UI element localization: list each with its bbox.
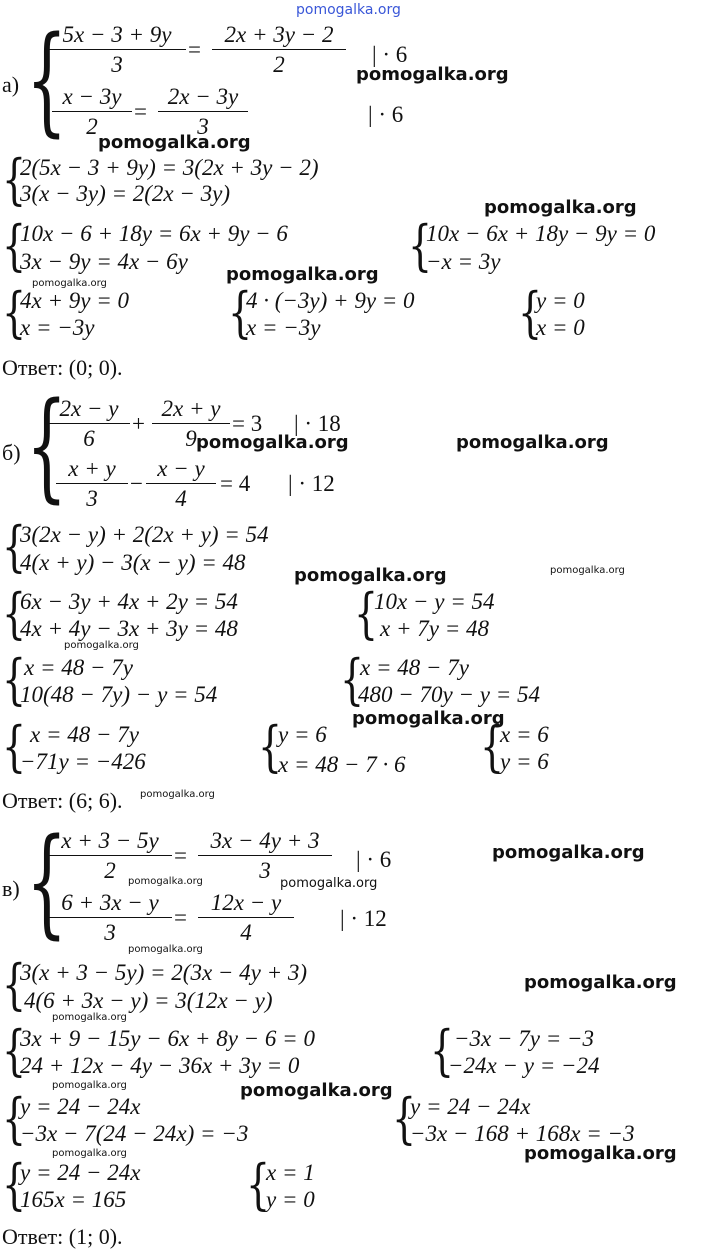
- fraction: 2x + 3y − 2 2: [212, 22, 346, 78]
- system-brace: {: [2, 1087, 27, 1150]
- fraction: 5x − 3 + 9y 3: [48, 22, 186, 78]
- system-brace: {: [258, 715, 283, 778]
- equation-line: y = 24 − 24x: [20, 1094, 141, 1119]
- watermark: pomogalka.org: [294, 565, 447, 586]
- equation-line: −3x − 7(24 − 24x) = −3: [20, 1121, 249, 1146]
- equation-line: y = 6: [278, 722, 327, 747]
- watermark: pomogalka.org: [456, 432, 609, 453]
- part-c-label: в): [2, 876, 20, 901]
- system-brace: {: [2, 953, 27, 1016]
- equation-line: x = −3y: [246, 315, 321, 340]
- fraction: x − y 4: [146, 456, 216, 512]
- system-brace: {: [2, 214, 27, 277]
- equation-line: 4 · (−3y) + 9y = 0: [246, 288, 415, 313]
- equation-line: 165x = 165: [20, 1187, 127, 1212]
- equation-rhs: = 3: [232, 411, 263, 436]
- operator: +: [132, 411, 145, 436]
- system-brace: {: [392, 1087, 417, 1150]
- watermark-top: pomogalka.org: [296, 2, 401, 18]
- equation-line: 4x + 4y − 3x + 3y = 48: [20, 616, 238, 641]
- multiplier: | · 18: [294, 411, 341, 436]
- system-brace: {: [408, 214, 433, 277]
- equation-line: 3(2x − y) + 2(2x + y) = 54: [20, 522, 269, 547]
- equation-line: 3(x − 3y) = 2(2x − 3y): [20, 181, 231, 206]
- equation-line: y = 24 − 24x: [20, 1160, 141, 1185]
- fraction: 2x − 3y 3: [158, 84, 248, 140]
- multiplier: | · 12: [340, 906, 387, 931]
- watermark: pomogalka.org: [550, 565, 625, 576]
- equation-line: 10x − 6x + 18y − 9y = 0: [426, 221, 656, 246]
- fraction: x − 3y 2: [52, 84, 132, 140]
- equals-sign: =: [174, 905, 187, 930]
- operator: −: [130, 471, 143, 496]
- fraction: x + 3 − 5y 2: [48, 828, 172, 884]
- equation-line: x = 48 − 7y: [360, 655, 469, 680]
- equation-line: 24 + 12x − 4y − 36x + 3y = 0: [20, 1053, 300, 1078]
- fraction: 12x − y 4: [198, 890, 294, 946]
- equation-line: 3x + 9 − 15y − 6x + 8y − 6 = 0: [20, 1026, 315, 1051]
- part-b-label: б): [2, 440, 21, 465]
- watermark: pomogalka.org: [140, 789, 215, 800]
- system-brace: {: [26, 812, 68, 950]
- watermark: pomogalka.org: [98, 132, 251, 153]
- equation-line: x = 48 − 7y: [24, 655, 133, 680]
- equals-sign: =: [188, 37, 201, 62]
- system-brace: {: [26, 10, 68, 148]
- system-brace: {: [2, 648, 27, 711]
- system-brace: {: [26, 376, 68, 514]
- equation-line: −3x − 168 + 168x = −3: [410, 1121, 635, 1146]
- equation-line: 3x − 9y = 4x − 6y: [20, 249, 188, 274]
- equation-line: x + 7y = 48: [380, 616, 489, 641]
- system-brace: {: [340, 648, 365, 711]
- equation-line: 10x − 6 + 18y = 6x + 9y − 6: [20, 221, 288, 246]
- fraction: 3x − 4y + 3 3: [198, 828, 332, 884]
- watermark: pomogalka.org: [524, 972, 677, 993]
- fraction: 2x − y 6: [48, 396, 130, 452]
- equation-line: y = 24 − 24x: [410, 1094, 531, 1119]
- equation-line: 4(6 + 3x − y) = 3(12x − y): [24, 988, 273, 1013]
- system-brace: {: [430, 1019, 455, 1082]
- equation-line: −71y = −426: [20, 749, 146, 774]
- equation-line: x = −3y: [20, 315, 95, 340]
- equation-line: x = 1: [266, 1160, 315, 1185]
- watermark: pomogalka.org: [32, 278, 107, 289]
- multiplier: | · 12: [288, 471, 335, 496]
- answer: Ответ: (6; 6).: [2, 788, 123, 813]
- answer: Ответ: (0; 0).: [2, 355, 123, 380]
- equation-line: 4(x + y) − 3(x − y) = 48: [20, 550, 246, 575]
- multiplier: | · 6: [368, 102, 404, 127]
- system-brace: {: [2, 148, 27, 211]
- watermark: pomogalka.org: [52, 1148, 127, 1159]
- equation-rhs: = 4: [220, 471, 251, 496]
- equation-line: 6x − 3y + 4x + 2y = 54: [20, 589, 238, 614]
- system-brace: {: [228, 281, 253, 344]
- equals-sign: =: [174, 843, 187, 868]
- watermark: pomogalka.org: [226, 264, 379, 285]
- system-brace: {: [2, 1153, 27, 1216]
- equation-line: x = 6: [500, 722, 549, 747]
- watermark: pomogalka.org: [128, 876, 203, 887]
- watermark: pomogalka.org: [280, 876, 378, 891]
- watermark: pomogalka.org: [356, 64, 509, 85]
- watermark: pomogalka.org: [196, 432, 349, 453]
- watermark: pomogalka.org: [52, 1080, 127, 1091]
- equation-line: y = 6: [500, 749, 549, 774]
- fraction: 2x + y 9: [152, 396, 230, 452]
- watermark: pomogalka.org: [492, 842, 645, 863]
- system-brace: {: [2, 582, 27, 645]
- watermark: pomogalka.org: [484, 197, 637, 218]
- equation-line: 480 − 70y − y = 54: [358, 682, 540, 707]
- system-brace: {: [246, 1153, 271, 1216]
- system-brace: {: [2, 1019, 27, 1082]
- equation-line: −3x − 7y = −3: [454, 1026, 594, 1051]
- part-a-label: а): [2, 72, 20, 97]
- fraction: x + y 3: [56, 456, 128, 512]
- watermark: pomogalka.org: [352, 708, 505, 729]
- system-brace: {: [2, 715, 27, 778]
- equation-line: 10x − y = 54: [374, 589, 495, 614]
- equation-line: 10(48 − 7y) − y = 54: [20, 682, 218, 707]
- watermark: pomogalka.org: [128, 944, 203, 955]
- system-brace: {: [2, 281, 27, 344]
- system-brace: {: [2, 515, 27, 578]
- equation-line: x = 48 − 7 · 6: [278, 752, 406, 777]
- equation-line: 4x + 9y = 0: [20, 288, 129, 313]
- equation-line: −x = 3y: [426, 249, 501, 274]
- multiplier: | · 6: [356, 847, 392, 872]
- equation-line: y = 0: [536, 288, 585, 313]
- equation-line: y = 0: [266, 1187, 315, 1212]
- fraction: 6 + 3x − y 3: [48, 890, 172, 946]
- system-brace: {: [518, 281, 543, 344]
- multiplier: | · 6: [372, 42, 408, 67]
- equation-line: x = 48 − 7y: [30, 722, 139, 747]
- watermark: pomogalka.org: [64, 640, 139, 651]
- equation-line: 3(x + 3 − 5y) = 2(3x − 4y + 3): [20, 960, 308, 985]
- equation-line: −24x − y = −24: [448, 1053, 600, 1078]
- watermark: pomogalka.org: [52, 1012, 127, 1023]
- equation-line: x = 0: [536, 315, 585, 340]
- system-brace: {: [480, 715, 505, 778]
- watermark: pomogalka.org: [240, 1080, 393, 1101]
- system-brace: {: [354, 582, 379, 645]
- equation-line: 2(5x − 3 + 9y) = 3(2x + 3y − 2): [20, 155, 319, 180]
- answer: Ответ: (1; 0).: [2, 1224, 123, 1249]
- watermark: pomogalka.org: [524, 1143, 677, 1164]
- equals-sign: =: [134, 99, 147, 124]
